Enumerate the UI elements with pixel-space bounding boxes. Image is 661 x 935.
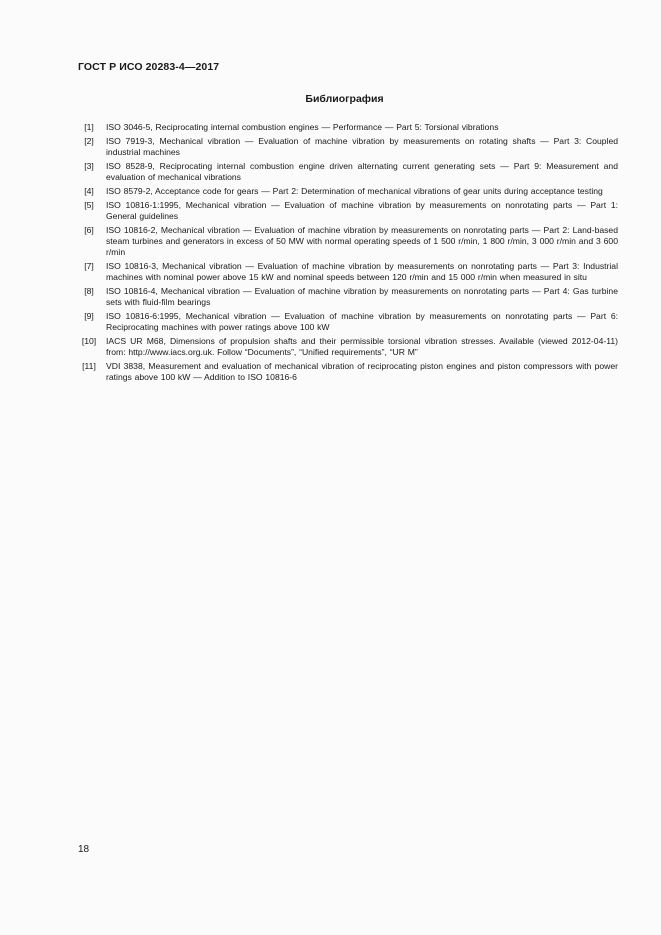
bibliography-entry [72,225,618,259]
entry-number: [7] [84,260,94,271]
bibliography-list [72,122,618,386]
bibliography-entry [72,122,618,133]
entry-text: IACS UR M68, Dimensions of propulsion shafts and their permissible torsional vibration stresses. Available (viewed 2012-04-11) from: http://www.iacs.org.uk. Follow “Documents”, “Unified requirements”, “UR M” [106,335,618,357]
entry-number: [1] [84,122,94,132]
entry-number: [10] [81,335,97,346]
entry-text: ISO 7919-3, Mechanical vibration — Evaluation of machine vibration by measurements on rotating shafts — Part 3: Coupled industrial machines [106,135,618,157]
bibliography-entry [72,200,618,222]
bibliography-entry [72,186,618,197]
entry-number: [8] [84,285,94,296]
entry-number: [3] [84,160,94,171]
entry-number: [6] [84,224,94,235]
bibliography-entry [72,286,618,308]
entry-text: ISO 10816-1:1995, Mechanical vibration — Evaluation of machine vibration by measurements on nonrotating parts — Part 1: General guidelines [106,199,618,221]
entry-text: ISO 10816-4, Mechanical vibration — Evaluation of machine vibration by measurements on nonrotating parts — Part 4: Gas turbine sets with fluid-film bearings [106,285,618,307]
bibliography-entry [72,336,618,358]
bibliography-entry [72,311,618,333]
bibliography-entry [72,261,618,283]
entry-text: ISO 10816-3, Mechanical vibration — Evaluation of machine vibration by measurements on nonrotating parts — Part 3: Industrial machines with nominal power above 15 kW and nominal speeds between 120 r/min and 15 000 r/min when measured in situ [106,260,618,282]
document-code-header: ГОСТ Р ИСО 20283-4—2017 [78,61,220,73]
bibliography-entry [72,136,618,158]
entry-number: [4] [84,185,94,196]
page-number: 18 [78,844,90,855]
entry-number: [9] [84,310,94,321]
entry-text: VDI 3838, Measurement and evaluation of mechanical vibration of reciprocating piston engines and piston compressors with power ratings above 100 kW — Addition to ISO 10816-6 [106,360,618,382]
entry-text: ISO 8528-9, Reciprocating internal combustion engine driven alternating current generating sets — Part 9: Measurement and evaluation of mechanical vibrations [106,160,618,182]
entry-number: [5] [84,199,94,210]
entry-text: ISO 10816-2, Mechanical vibration — Evaluation of machine vibration by measurements on nonrotating parts — Part 2: Land-based steam turbines and generators in excess of 50 MW with normal operating speeds of 1 500 r/min, 1 800 r/min, 3 000 r/min and 3 600 r/min [106,224,618,257]
entry-number: [2] [84,135,94,146]
entry-text: ISO 8579-2, Acceptance code for gears — Part 2: Determination of mechanical vibrations of gear units during acceptance testing [106,185,603,196]
section-title: Библиография [305,93,384,105]
entry-text: ISO 10816-6:1995, Mechanical vibration — Evaluation of machine vibration by measurements on nonrotating parts — Part 6: Reciprocating machines with power ratings above 100 kW [106,310,618,332]
entry-number: [11] [82,360,96,371]
bibliography-entry [72,161,618,183]
bibliography-entry [72,361,618,383]
entry-text: ISO 3046-5, Reciprocating internal combustion engines — Performance — Part 5: Torsional vibrations [106,122,499,132]
